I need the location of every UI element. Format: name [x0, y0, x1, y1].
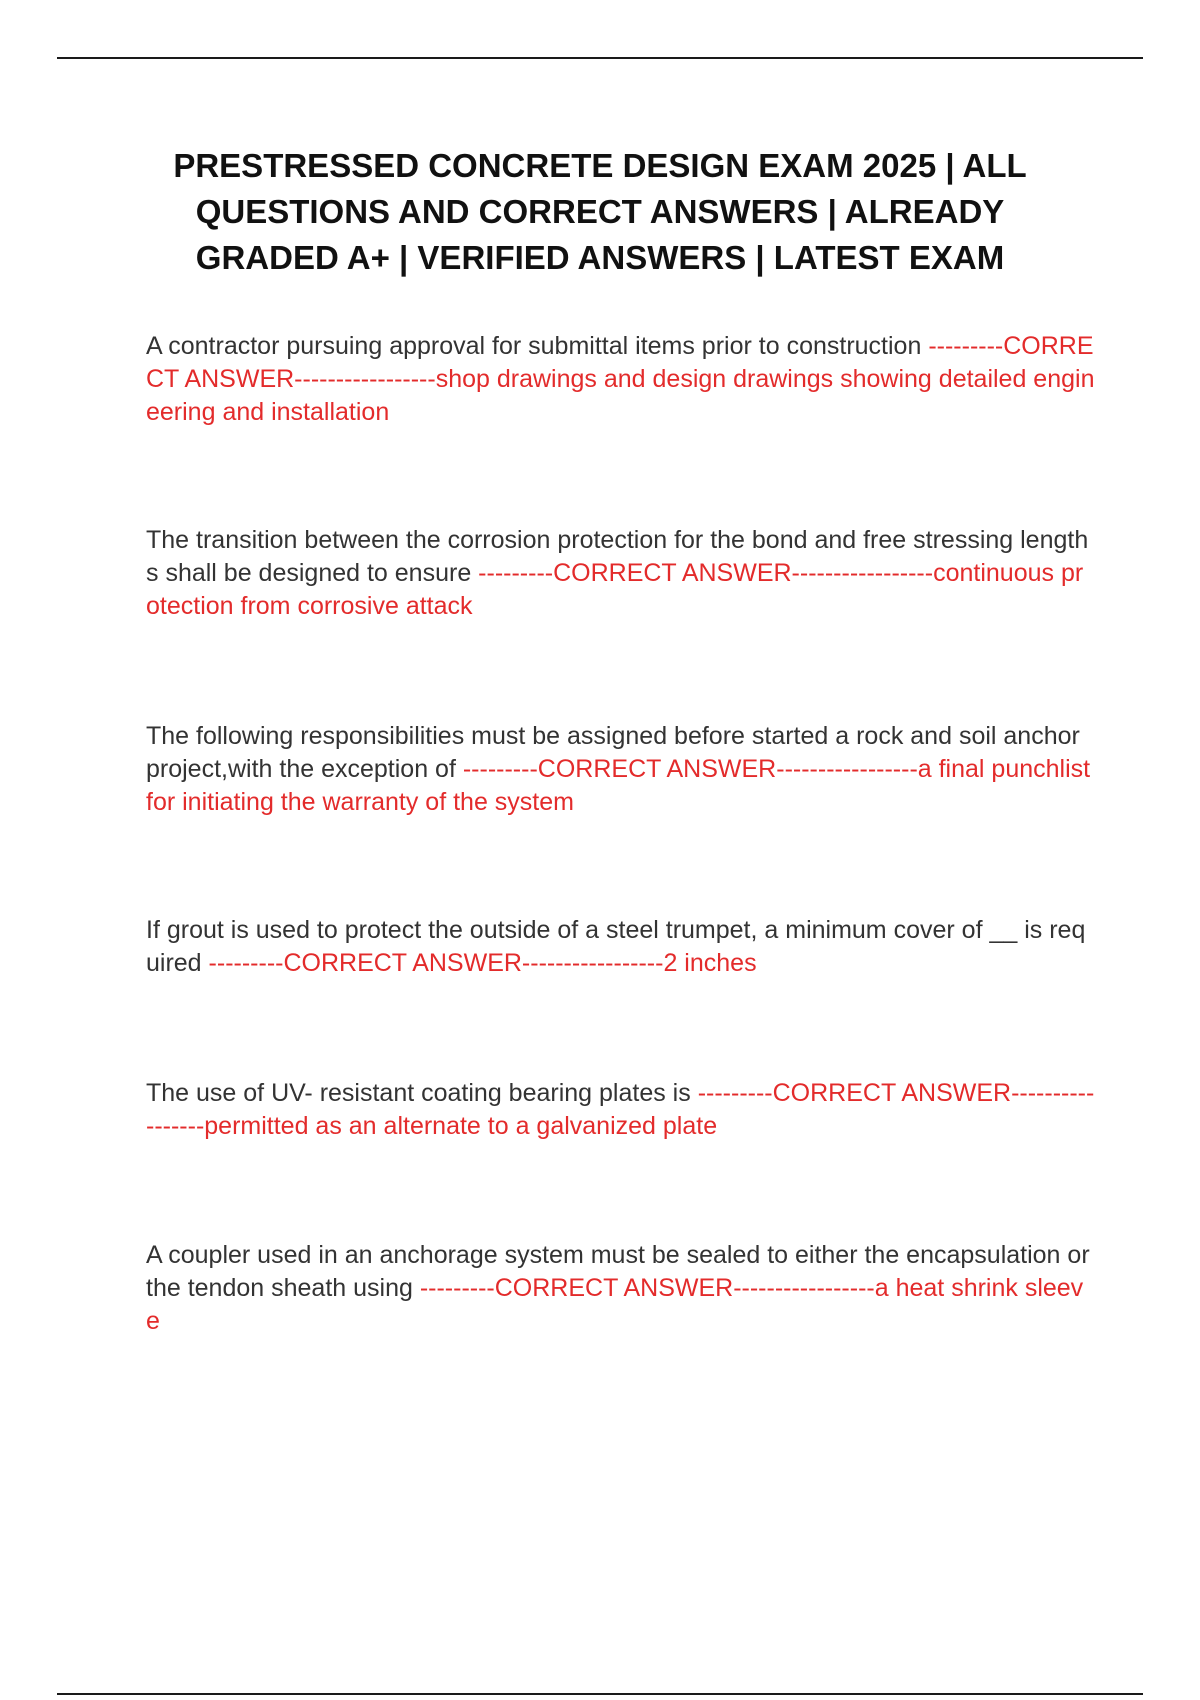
- answer-text: ---------CORRECT ANSWER-----------------2 inches: [208, 949, 757, 977]
- answer-text: ---------CORRECT ANSWER-----------------a heat shrink sleeve: [146, 1274, 1084, 1335]
- question-text: A contractor pursuing approval for submittal items prior to construction: [146, 332, 929, 360]
- bottom-rule: [57, 1693, 1143, 1695]
- question-text: The use of UV- resistant coating bearing plates is: [146, 1079, 698, 1107]
- qa-item-3: [146, 720, 1096, 819]
- qa-item-4: [146, 914, 1096, 980]
- question-text: A coupler used in an anchorage system must be sealed to either the encapsulation or the tendon sheath using: [146, 1241, 1090, 1302]
- answer-text: ---------CORRECT ANSWER-----------------continuous protection from corrosive attack: [146, 559, 1084, 620]
- top-rule: [57, 57, 1143, 59]
- answer-text: ---------CORRECT ANSWER-----------------a final punchlist for initiating the warranty of the system: [146, 755, 1091, 816]
- document-title: PRESTRESSED CONCRETE DESIGN EXAM 2025 | ALL QUESTIONS AND CORRECT ANSWERS | ALREADY GRADED A+ | VERIFIED ANSWERS | LATEST EXAM: [173, 147, 1027, 276]
- answer-text: ---------CORRECT ANSWER-----------------shop drawings and design drawings showing detailed engineering and installation: [146, 332, 1095, 426]
- qa-item-5: [146, 1077, 1096, 1143]
- question-text: The following responsibilities must be assigned before started a rock and soil anchor project,with the exception of: [146, 722, 1080, 783]
- qa-item-6: [146, 1239, 1096, 1338]
- qa-item-2: [146, 524, 1096, 623]
- qa-item-1: [146, 330, 1096, 429]
- question-text: The transition between the corrosion protection for the bond and free stressing lengths shall be designed to ensure: [146, 526, 1089, 587]
- question-text: If grout is used to protect the outside of a steel trumpet, a minimum cover of __ is required: [146, 916, 1086, 977]
- answer-text: ---------CORRECT ANSWER-----------------permitted as an alternate to a galvanized plate: [146, 1079, 1095, 1140]
